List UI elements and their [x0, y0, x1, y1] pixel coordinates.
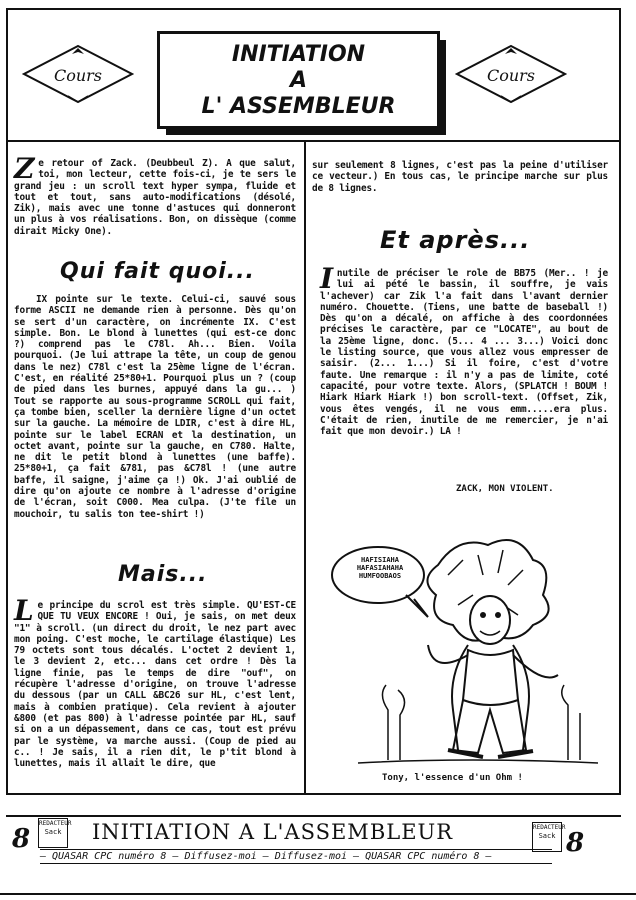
right-intro-paragraph	[312, 160, 608, 194]
page-number-right: 8	[566, 828, 585, 858]
section2-dropcap: L	[14, 594, 34, 627]
cartoon-caption: Tony, l'essence d'un Ohm !	[382, 773, 523, 783]
badge-right-label: Cours	[486, 66, 536, 85]
intro-text: e retour of Zack. (Deubbeul Z). A que salut, toi, mon lecteur, cette fois-ci, je te sers le grand jeu : un scroll text hyper sympa, fluide et tout et tout, sans auto-modifications (désolé, Zik), mais avec une tonne d'astuces qui donneront un plus à vos réalisations. Bon, on dissèque (comme dirait Micky One).	[14, 158, 296, 237]
speech-bubble	[352, 556, 408, 580]
section2-paragraph	[14, 594, 296, 770]
page-number-left: 8	[12, 824, 31, 854]
footer-top-rule	[6, 815, 621, 817]
badge-left-label: Cours	[53, 66, 103, 85]
section1-paragraph	[14, 294, 296, 520]
logo-left-top: REDACTEUR	[39, 820, 72, 827]
redacteur-logo-left	[38, 818, 72, 848]
footer-tagline: — QUASAR CPC numéro 8 — Diffusez-moi — Diffusez-moi — QUASAR CPC numéro 8 —	[40, 849, 552, 864]
title-line-1: INITIATION	[231, 42, 366, 67]
heading-qui-fait-quoi: Qui fait quoi...	[60, 259, 255, 284]
bubble-line-2: HAFASIAHAHA	[356, 564, 404, 572]
page-bottom-rule	[0, 893, 636, 895]
heading-et-apres: Et après...	[380, 226, 531, 254]
bubble-line-3: HUMFOOBAOS	[358, 572, 402, 580]
logo-right-bottom: Sack	[538, 832, 556, 840]
logo-right-top: REDACTEUR	[533, 824, 566, 831]
title-line-2: A	[289, 68, 308, 93]
column-divider	[304, 142, 306, 793]
section2-text: e principe du scrol est très simple. QU'EST-CE QUE TU VEUX ENCORE ! Oui, je sais, on met deux "1" à scroll. (un direct du droit, le nez part avec mon poing. C'est moche, le cartilage élastique) Les 79 octets sont tous décalés. L'octet 2 devient 1, le 3 devient 2, etc... dans cet ordre ! Dès la ligne finie, pas le temps de dire "ouf", on récupère l'adresse d'origine, on trouve l'adresse du dessous (par un CALL &BC26 sur HL, c'est lent, mais à combien pratique). Cela revient à ajouter &800 (et pas 800) à l'adresse pointée par HL, sauf si on a un dépassement, dans ce cas, tout est prévu par le système, va marche aussi. (Coup de pied au c.. ! Je sais, il a rien dit, le p'tit blond à lunettes, mais il allait le dire, que	[14, 600, 296, 770]
right-text: nutile de préciser le role de BB75 (Mer.. ! je lui ai pété le bassin, il souffre, je vais l'achever) car Zik l'a fait dans l'avant dernier numéro. Chouette. (Tiens, une batte de baseball !) Dès qu'on a décalé, on affiche à des coordonnées précises le caractère, par ce "LOCATE", au bout de la 25ème ligne, donc. (5... 4 ... 3...) Voici donc le listing source, que vous allez vous empresser de saisir. (2... 1...) Si il foire, c'est d'votre faute. Une remarque : il n'y a pas de limite, coté capacité, pour votre texte. Alors, (SPLATCH ! BOUM ! Hiark Hiark Hiark !) bon scroll-text. (Offset, Zik, vous êtes vengés, il ne vous emm.....era plus. C'était de rien, inutile de me remercier, je n'ai fait que mon devoir.) LA !	[320, 268, 608, 438]
bubble-line-1: HAFISIAHA	[361, 556, 399, 564]
section1-text: IX pointe sur le texte. Celui-ci, sauvé sous forme ASCII ne demande rien à personne. Dès qu'on se sert d'un caractère, on incrémente IX. C'est simple. Bon. Le blond à lunettes (qui est-ce donc ?) comprend pas le C78l. Ah... Bien. Voila pourquoi. (Je lui attrape la tête, un coup de genou dans le nez) C78l c'est la 25ème ligne de l'écran. C'est, en réalité 25*80+1. Pourquoi plus un ? (coup de pied dans les burnes, appuyé dans la gu... ) Tout se rapporte au sous-programme SCROLL qui fait, ça tombe bien, sceller la dernière ligne d'un octet sur la gauche. La mémoire de LDIR, c'est à dire HL, pointe sur le label ECRAN et la destination, un octet avant, pointe sur la gauche, en C780. Halte, ne dit le petit blond à lunettes (une baffe). 25*80+1, ça fait &781, pas &C78l ! (une autre baffe, il saigne, j'aime ça !) Ok. J'ai oublié de dire qu'on ajoute ce nombre à l'adresse d'origine de l'écran, soit C000. Mea culpa. (J'te file un mouchoir, tu salis ton tee-shirt !)	[14, 294, 296, 520]
heading-mais: Mais...	[118, 562, 208, 587]
footer-title: INITIATION A L'ASSEMBLEUR	[92, 820, 454, 844]
right-paragraph	[320, 262, 608, 438]
intro-dropcap: Z	[14, 152, 35, 185]
logo-left-bottom: Sack	[44, 828, 62, 836]
intro-paragraph	[14, 152, 296, 237]
article-title	[157, 31, 440, 129]
title-line-3: L' ASSEMBLEUR	[201, 94, 396, 119]
right-dropcap: I	[320, 262, 333, 295]
signature: ZACK, MON VIOLENT.	[456, 484, 554, 494]
right-intro-text: sur seulement 8 lignes, c'est pas la peine d'utiliser ce vecteur.) En tous cas, le principe marche sur plus de 8 lignes.	[312, 160, 608, 194]
redacteur-logo-right	[532, 822, 566, 852]
